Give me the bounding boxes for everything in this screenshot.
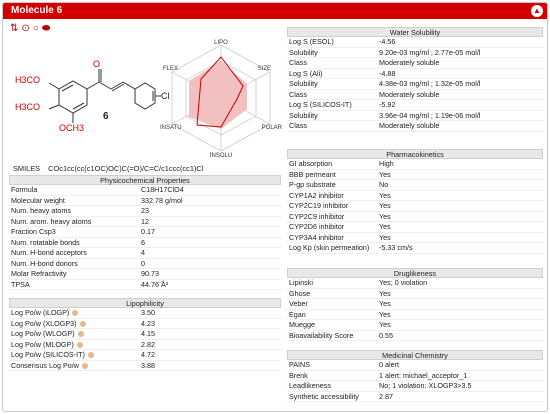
section-header: Physicochemical Properties [9,175,281,185]
property-row [9,308,281,319]
property-label: Lipinski [289,278,313,287]
panel-title-bar [3,3,547,19]
property-value: Yes [379,320,391,329]
medchem-section [287,350,543,402]
property-row [287,48,543,59]
property-value: Yes [379,232,391,242]
property-value: High [379,159,394,168]
chloro-label: Cl [161,91,170,101]
property-row [287,289,543,300]
property-label: CYP3A4 inhibitor [289,232,344,242]
property-label: Num. H-bond donors [11,258,78,268]
property-label: Log Po/w (WLOGP) [11,329,75,338]
property-row [9,196,281,207]
property-label: Solubility [289,47,318,57]
smiles-value[interactable]: COc1cc(cc(c1OC)OC)C(=O)/C=C/c1ccc(cc1)Cl [48,164,204,173]
property-label: Muegge [289,320,315,329]
methoxy-label-2: H3CO [15,102,41,112]
property-value: 9.20e-03 mg/ml ; 2.77e-05 mol/l [379,47,481,57]
section-header: Lipophilicity [9,298,281,308]
property-label: BBB permeant [289,169,336,179]
property-row [287,191,543,202]
section-header: Water Solubility [287,27,543,37]
smiles-label: SMILES [13,164,41,173]
property-value: Moderately soluble [379,89,440,99]
property-row [9,248,281,259]
property-row [287,233,543,244]
lipophilicity-section [9,298,281,371]
property-label: Log S (Ali) [289,68,323,78]
property-label: Num. heavy atoms [11,206,71,215]
property-row [287,159,543,170]
property-value: 4.23 [141,318,155,328]
property-row [287,392,543,403]
property-label: PAINS [289,360,311,369]
property-label: Solubility [289,79,318,88]
property-label: Bioavailability Score [289,330,354,340]
info-icon[interactable] [80,321,86,327]
property-row [287,79,543,90]
property-label: Log S (SILICOS-IT) [289,100,352,109]
property-label: Log Po/w (XLOGP3) [11,318,77,328]
radar-axis-label: INSOLU [209,153,233,157]
property-label: P-gp substrate [289,180,336,189]
property-label: Brenk [289,370,308,380]
property-label: Solubility [289,110,318,120]
methoxy-label-3: OCH3 [59,123,85,133]
property-value: 4.38e-03 mg/ml ; 1.32e-05 mol/l [379,79,481,88]
property-value: Yes; 0 violation [379,278,428,287]
property-label: Log Po/w (MLOGP) [11,339,74,349]
property-value: 23 [141,206,149,215]
property-value: 1 alert: michael_acceptor_1 [379,370,468,380]
pill-icon[interactable]: ⬬ [41,23,51,34]
toolbar [10,23,50,35]
compound-number: 6 [103,111,109,122]
property-value: No [379,180,389,189]
property-label: Egan [289,309,306,319]
property-row [9,350,281,361]
property-label: CYP2C19 inhibitor [289,201,349,210]
water-solubility-section [287,27,543,132]
property-value: Yes [379,190,391,200]
property-row [9,185,281,196]
property-label: Log S (ESOL) [289,37,334,46]
structure-image [11,47,171,157]
property-row [287,222,543,233]
property-value: 44.76 Å² [141,279,169,289]
property-value: 2.87 [379,391,393,401]
molecule-panel [2,2,548,412]
property-value: No; 1 violation: XLOGP3>3.5 [379,381,472,390]
property-row [287,100,543,111]
property-row [287,331,543,342]
property-label: Log Kp (skin permeation) [289,243,370,252]
smiles-row [13,164,283,173]
property-value: 12 [141,216,149,226]
property-row [287,299,543,310]
property-label: Log Po/w (iLOGP) [11,308,70,317]
property-row [287,170,543,181]
property-row [9,329,281,340]
property-value: Yes [379,288,391,298]
property-row [9,206,281,217]
bioavailability-radar [159,39,283,157]
property-row [9,217,281,228]
property-row [287,201,543,212]
property-label: Num. arom. heavy atoms [11,216,92,226]
property-label: CYP1A2 inhibitor [289,190,344,200]
pharmacokinetics-section [287,149,543,254]
druglikeness-section [287,268,543,341]
property-label: Class [289,89,307,99]
property-value: 3.88 [141,360,155,370]
section-header: Pharmacokinetics [287,149,543,159]
property-label: Formula [11,185,38,194]
property-value: 4.72 [141,350,155,359]
property-label: Molecular weight [11,195,65,205]
property-label: Num. H-bond acceptors [11,248,87,257]
info-icon[interactable] [77,342,83,348]
property-label: Fraction Csp3 [11,227,56,236]
property-row [9,319,281,330]
property-value: Yes [379,222,391,231]
property-label: Veber [289,299,308,308]
property-value: C18H17ClO4 [141,185,184,194]
property-row [9,361,281,372]
property-value: 3.50 [141,308,155,317]
property-value: Yes [379,299,391,308]
property-label: CYP2D6 inhibitor [289,222,345,231]
property-row [287,371,543,382]
info-icon[interactable] [72,310,78,316]
property-row [287,121,543,132]
property-row [287,180,543,191]
property-row [9,280,281,291]
property-value: 90.73 [141,269,159,278]
physchem-section [9,175,281,290]
property-value: 0 alert [379,360,399,369]
carbonyl-oxygen-label: O [93,59,101,69]
chevron-up-icon[interactable]: ▲ [531,5,543,17]
property-value: Moderately soluble [379,121,440,130]
property-value: 6 [141,237,145,247]
property-label: Class [289,121,307,130]
property-label: Class [289,58,307,67]
swissadme-icon[interactable]: ⇅ [10,23,19,34]
property-label: Consensus Log Po/w [11,360,79,370]
property-value: 0.17 [141,227,155,236]
property-row [9,259,281,270]
property-row [9,340,281,351]
property-row [287,278,543,289]
property-value: 2.82 [141,339,155,349]
property-row [287,58,543,69]
property-row [287,69,543,80]
radar-axis-label: POLAR [261,125,282,131]
property-row [9,227,281,238]
methoxy-label-1: H3CO [15,75,41,85]
property-row [287,310,543,321]
section-header: Medicinal Chemistry [287,350,543,360]
section-header: Druglikeness [287,268,543,278]
property-value: Moderately soluble [379,58,440,67]
property-value: 0 [141,258,145,268]
property-label: Num. rotatable bonds [11,237,80,247]
property-label: CYP2C9 inhibitor [289,211,345,221]
property-label: Leadlikeness [289,381,331,390]
property-value: Yes [379,309,391,319]
property-value: 0.55 [379,330,393,340]
property-value: -4.88 [379,68,396,78]
info-icon[interactable] [82,363,88,369]
property-value: Yes [379,169,391,179]
copy-icon[interactable]: ⊙ [21,23,30,34]
property-row [287,37,543,48]
property-label: TPSA [11,279,30,289]
circle-icon[interactable]: ○ [32,23,39,34]
property-value: 3.96e-04 mg/ml ; 1.19e-06 mol/l [379,110,481,120]
property-row [287,111,543,122]
property-label: Synthetic accessibility [289,391,359,401]
property-row [287,381,543,392]
property-value: -5.92 [379,100,396,109]
info-icon[interactable] [78,331,84,337]
radar-axis-label: SIZE [257,66,271,72]
property-row [287,90,543,101]
property-label: Ghose [289,288,311,298]
property-value: -4.56 [379,37,396,46]
property-row [287,320,543,331]
property-value: 332.78 g/mol [141,195,183,205]
property-value: Yes [379,201,391,210]
property-value: Yes [379,211,391,221]
property-value: 4 [141,248,145,257]
property-row [287,212,543,223]
property-label: GI absorption [289,159,333,168]
radar-axis-label: LIPO [214,40,228,46]
property-value: 4.15 [141,329,155,338]
property-row [9,238,281,249]
property-row [287,360,543,371]
radar-axis-label: FLEX [163,66,179,72]
property-label: Log Po/w (SILICOS-IT) [11,350,85,359]
panel-title: Molecule 6 [11,5,63,16]
radar-axis-label: INSATU [160,125,182,131]
property-value: -5.33 cm/s [379,243,413,252]
property-row [9,269,281,280]
info-icon[interactable] [88,352,94,358]
property-label: Molar Refractivity [11,269,67,278]
property-row [287,243,543,254]
